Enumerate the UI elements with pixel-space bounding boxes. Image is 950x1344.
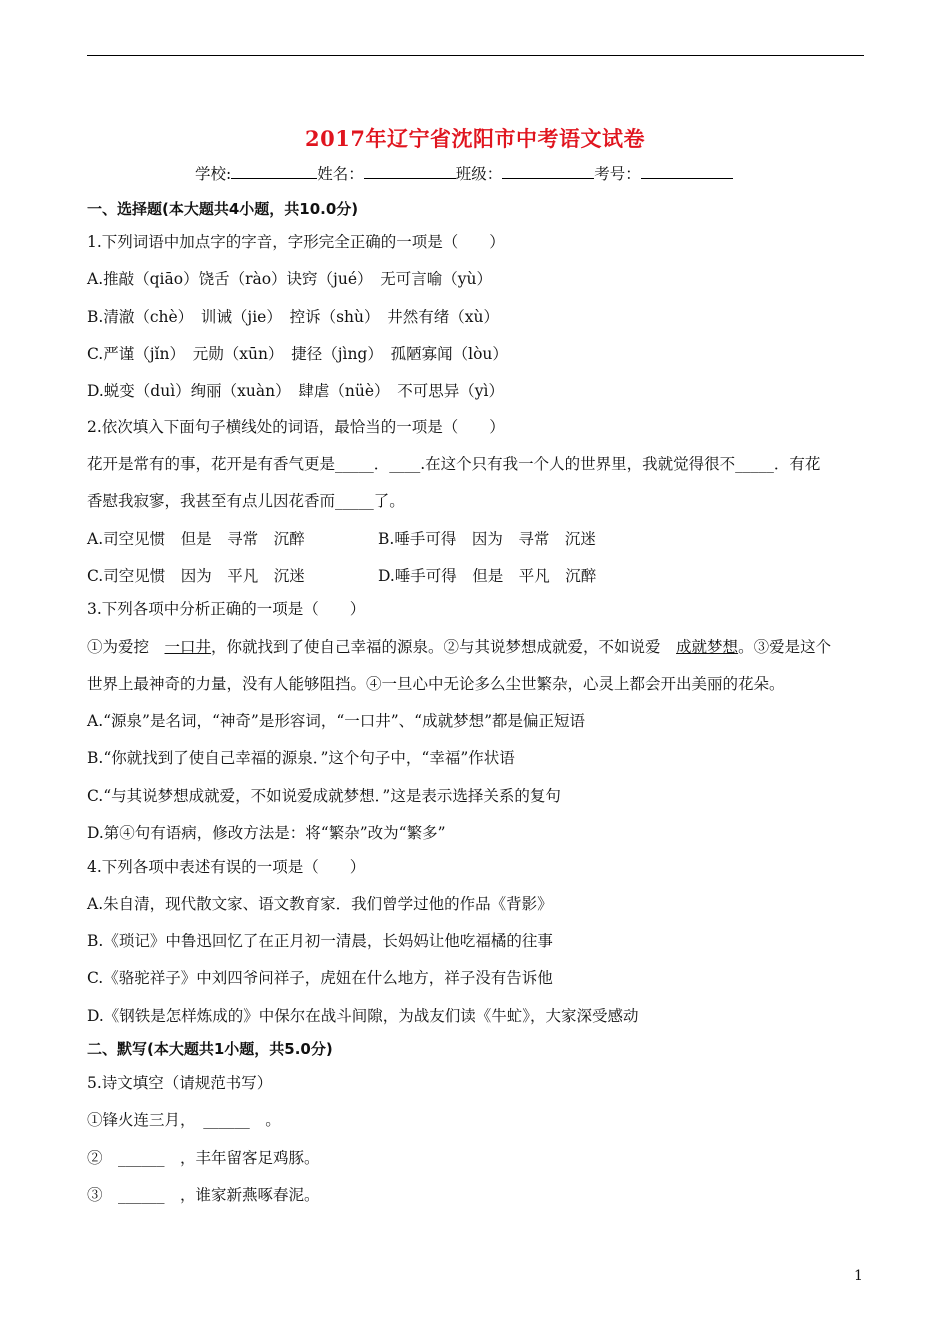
class-label: 班级： <box>455 165 503 183</box>
name-label: 姓名： <box>317 165 364 183</box>
q3-underlined-phrase-1: 一口井 <box>164 638 212 656</box>
q2-passage-line1: 花开是常有的事，花开是有香气更是_____．____.在这个只有我一个人的世界里，我就觉得很不_____．有花 <box>87 455 821 473</box>
exam-no-blank <box>641 166 733 179</box>
class-blank <box>502 166 594 179</box>
q1-option-d: D.蜕变（duì）绚丽（xuàn） 肆虐（nüè） 不可思异（yì） <box>87 382 504 400</box>
q5-blank-2: ② ______ ，丰年留客足鸡豚。 <box>87 1149 320 1167</box>
section-1-heading: 一、选择题(本大题共4小题，共10.0分) <box>87 200 359 218</box>
q3-underlined-phrase-2: 成就梦想 <box>676 638 739 656</box>
q4-stem: 4.下列各项中表述有误的一项是（ ） <box>87 858 366 876</box>
q1-option-a: A.推敲（qiāo）饶舌（ràο）诀窍（jué） 无可言喻（yù） <box>87 270 493 288</box>
q4-option-d: D.《钢铁是怎样炼成的》中保尔在战斗间隙，为战友们读《牛虻》，大家深受感动 <box>87 1007 639 1025</box>
q4-option-b: B.《琐记》中鲁迅回忆了在正月初一清晨，长妈妈让他吃福橘的往事 <box>87 932 553 950</box>
school-blank <box>231 166 317 179</box>
q5-blank-1: ①锋火连三月， ______ 。 <box>87 1111 281 1129</box>
q2-option-b: B.唾手可得 因为 寻常 沉迷 <box>378 530 596 548</box>
q5-blank-3: ③ ______ ，谁家新燕啄春泥。 <box>87 1186 320 1204</box>
header-rule <box>87 55 864 56</box>
q3-passage-line2: 世界上最神奇的力量，没有人能够阻挡。④一旦心中无论多么尘世繁杂，心灵上都会开出美丽的花朵。 <box>87 675 785 693</box>
q3-option-a: A.“源泉”是名词，“神奇”是形容词，“一口井”、“成就梦想”都是偏正短语 <box>87 712 586 730</box>
q3-passage-part1: ①为爱挖 <box>87 638 165 656</box>
q1-option-c: C.严谨（jǐn） 元勋（xūn） 捷径（jìng） 孤陋寡闻（lòu） <box>87 345 508 363</box>
q1-stem: 1.下列词语中加点字的字音，字形完全正确的一项是（ ） <box>87 233 505 251</box>
page-number: 1 <box>854 1268 863 1284</box>
section-2-heading: 二、默写(本大题共1小题，共5.0分) <box>87 1040 333 1058</box>
school-label: 学校: <box>195 165 232 183</box>
student-info <box>195 162 733 184</box>
q3-option-d: D.第④句有语病，修改方法是：将“繁杂”改为“繁多” <box>87 824 446 842</box>
q2-option-d: D.唾手可得 但是 平凡 沉醉 <box>378 567 597 585</box>
page-title: 2017年辽宁省沈阳市中考语文试卷 <box>305 126 645 151</box>
q3-passage-part2: ，你就找到了使自己幸福的源泉。②与其说梦想成就爱，不如说爱 <box>211 638 677 656</box>
q1-option-b: B.清澈（chè） 训诫（jie） 控诉（shù） 井然有绪（xù） <box>87 308 499 326</box>
q2-passage-line2: 香慰我寂寥，我甚至有点儿因花香而_____了。 <box>87 492 405 510</box>
name-blank <box>364 166 456 179</box>
q3-option-b: B.“你就找到了使自己幸福的源泉．”这个句子中，“幸福”作状语 <box>87 749 515 767</box>
q3-passage-line1 <box>87 635 831 657</box>
q3-stem: 3.下列各项中分析正确的一项是（ ） <box>87 600 366 618</box>
exam-no-label: 考号： <box>594 165 641 183</box>
q2-option-c: C.司空见惯 因为 平凡 沉迷 <box>87 567 305 585</box>
q2-option-a: A.司空见惯 但是 寻常 沉醉 <box>87 530 305 548</box>
q2-stem: 2.依次填入下面句子横线处的词语，最恰当的一项是（ ） <box>87 418 505 436</box>
q5-stem: 5.诗文填空（请规范书写） <box>87 1074 273 1092</box>
q4-option-a: A.朱自清，现代散文家、语文教育家．我们曾学过他的作品《背影》 <box>87 895 553 913</box>
q4-option-c: C.《骆驼祥子》中刘四爷问祥子，虎妞在什么地方，祥子没有告诉他 <box>87 969 553 987</box>
q3-option-c: C.“与其说梦想成就爱，不如说爱成就梦想．”这是表示选择关系的复句 <box>87 787 561 805</box>
q3-passage-part3: 。③爱是这个 <box>738 638 832 656</box>
